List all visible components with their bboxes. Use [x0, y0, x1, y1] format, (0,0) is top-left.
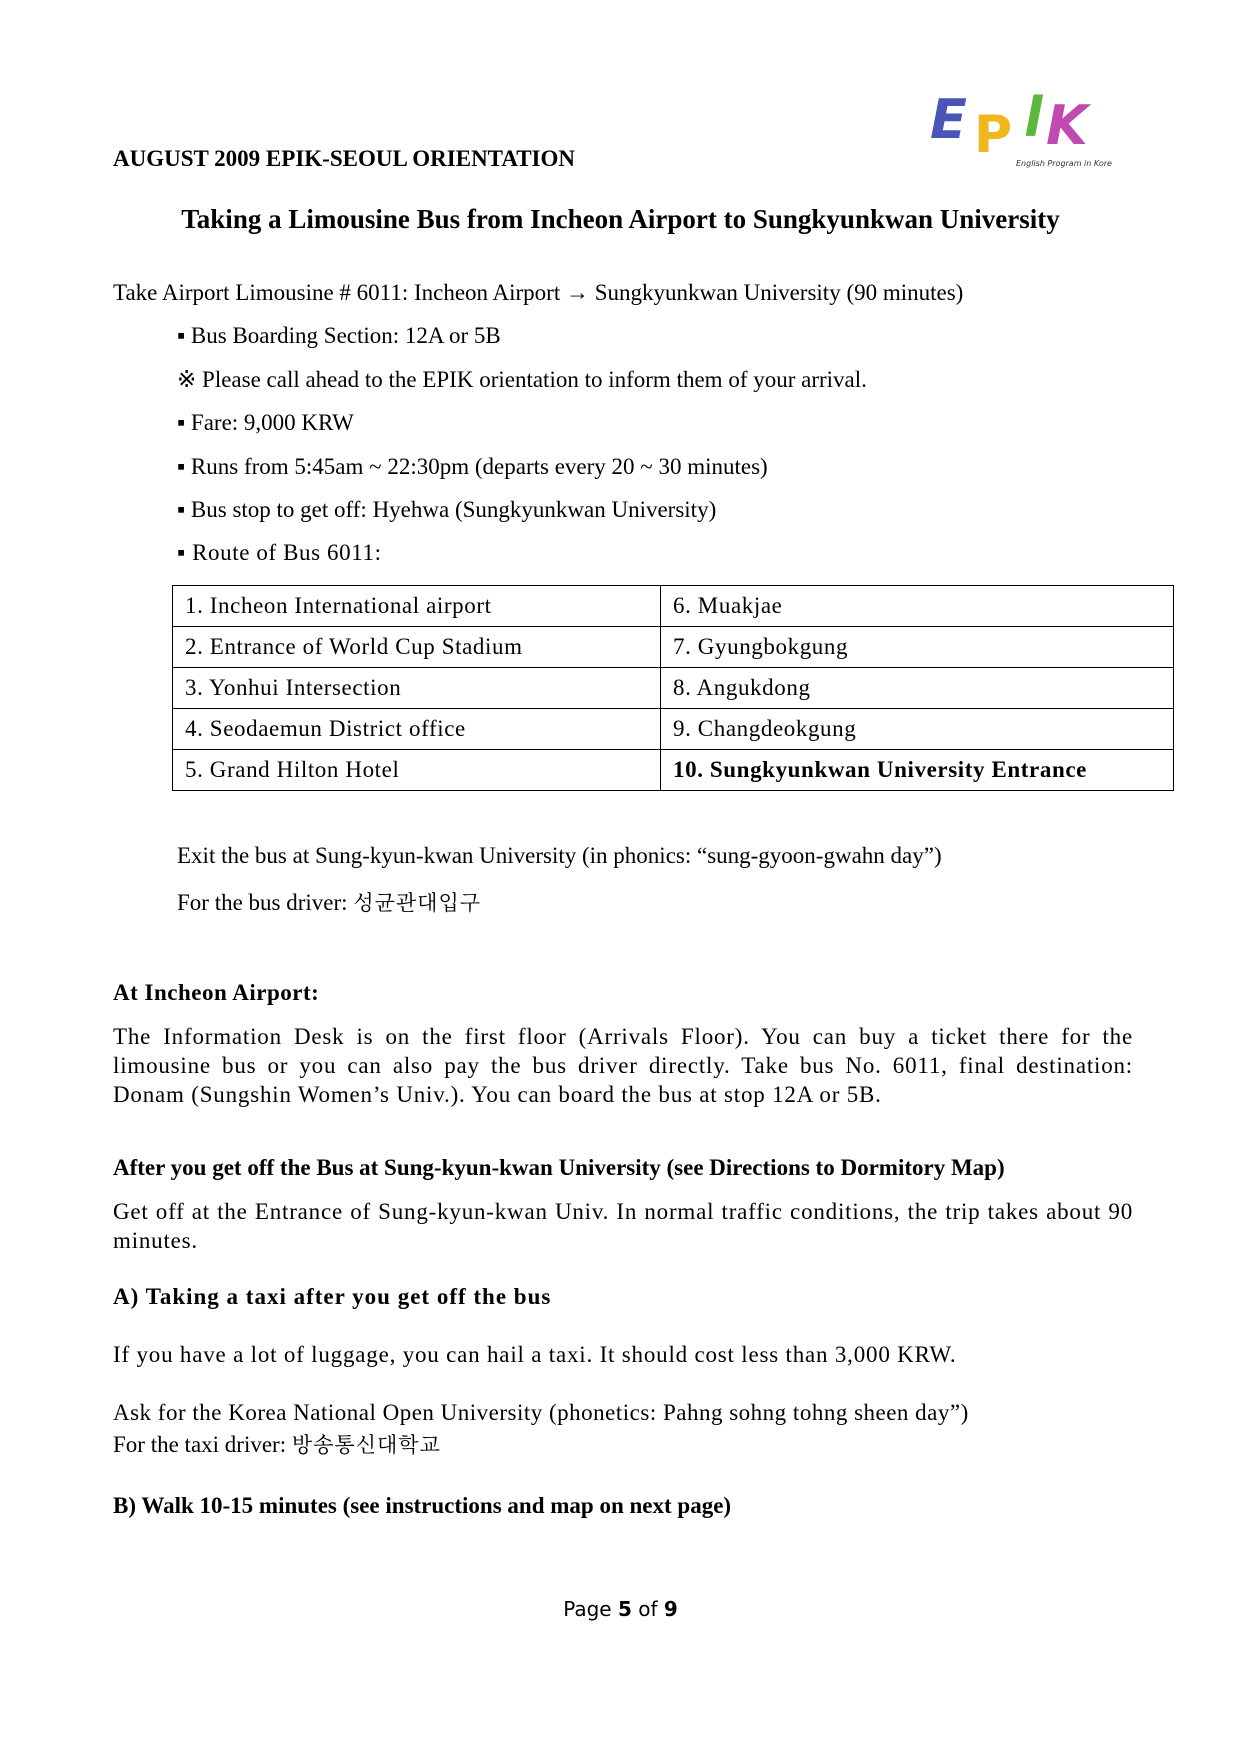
- incheon-paragraph: The Information Desk is on the first floor (Arrivals Floor). You can buy a ticket there for the limousine bus or you can also pay the bus driver directly. Take bus No. 6011, final destination: Donam (Sungshin Women’s Univ.). You can board the bus at stop 12A or 5B.: [113, 1024, 1133, 1107]
- table-row: [173, 668, 1174, 709]
- table-row: [173, 709, 1174, 750]
- page-title: Taking a Limousine Bus from Incheon Airport to Sungkyunkwan University: [181, 204, 1060, 234]
- epik-logo: [928, 88, 1112, 170]
- page-current: 5: [617, 1597, 632, 1621]
- exit-note: Exit the bus at Sung-kyun-kwan University (in phonics: “sung-gyoon-gwahn day”): [177, 843, 942, 868]
- option-b-heading: B) Walk 10-15 minutes (see instructions and map on next page): [113, 1493, 732, 1518]
- bus-driver-korean: 성균관대입구: [353, 891, 482, 915]
- after-heading: After you get off the Bus at Sung-kyun-kwan University (see Directions to Dormitory Map): [113, 1155, 1005, 1180]
- bullet-call-ahead: ※ Please call ahead to the EPIK orientation to inform them of your arrival.: [177, 367, 867, 392]
- route-stop-cell: 7. Gyungbokgung: [661, 627, 1174, 668]
- taxi-driver-korean: 방송통신대학교: [291, 1433, 441, 1457]
- route-stop-cell: 8. Angukdong: [661, 668, 1174, 709]
- bus-driver-line: [177, 887, 481, 917]
- route-stop-cell: 4. Seodaemun District office: [173, 709, 661, 750]
- incheon-heading: At Incheon Airport:: [113, 980, 320, 1005]
- taxi-driver-label: For the taxi driver:: [113, 1432, 287, 1457]
- bus-driver-label: For the bus driver:: [177, 890, 348, 915]
- svg-text:E: E: [930, 88, 967, 151]
- svg-text:l: l: [1024, 88, 1043, 149]
- table-row: [173, 586, 1174, 627]
- option-a-heading: A) Taking a taxi after you get off the bus: [113, 1284, 552, 1309]
- table-row: [173, 627, 1174, 668]
- bullet-fare: ▪ Fare: 9,000 KRW: [177, 410, 354, 435]
- bullet-runs: ▪ Runs from 5:45am ~ 22:30pm (departs every 20 ~ 30 minutes): [177, 454, 768, 479]
- route-stop-cell: 5. Grand Hilton Hotel: [173, 750, 661, 791]
- route-stop-cell: 9. Changdeokgung: [661, 709, 1174, 750]
- taxi-driver-line: [113, 1429, 441, 1459]
- page-word: Page: [563, 1597, 612, 1621]
- route-final-stop-cell: 10. Sungkyunkwan University Entrance: [661, 750, 1174, 791]
- route-stop-cell: 2. Entrance of World Cup Stadium: [173, 627, 661, 668]
- route-stop-cell: 1. Incheon International airport: [173, 586, 661, 627]
- after-paragraph: Get off at the Entrance of Sung-kyun-kwan Univ. In normal traffic conditions, the trip takes about 90 minutes.: [113, 1199, 1133, 1253]
- option-a-ask-for: Ask for the Korea National Open University (phonetics: Pahng sohng tohng sheen day”): [113, 1400, 969, 1425]
- svg-text:K: K: [1046, 94, 1088, 157]
- intro-line: Take Airport Limousine # 6011: Incheon Airport → Sungkyunkwan University (90 minutes): [113, 280, 964, 305]
- route-stop-cell: 6. Muakjae: [661, 586, 1174, 627]
- document-header-title: AUGUST 2009 EPIK-SEOUL ORIENTATION: [113, 146, 576, 171]
- page-number: [0, 1597, 1241, 1621]
- page-total: 9: [663, 1597, 678, 1621]
- bullet-route: ▪ Route of Bus 6011:: [177, 540, 382, 565]
- bullet-bus-stop: ▪ Bus stop to get off: Hyehwa (Sungkyunkwan University): [177, 497, 717, 522]
- route-table: [172, 585, 1174, 791]
- svg-text:P: P: [974, 105, 1013, 165]
- table-row: [173, 750, 1174, 791]
- svg-text:English Program in Korea: English Program in Korea: [1016, 159, 1112, 168]
- bullet-boarding-section: ▪ Bus Boarding Section: 12A or 5B: [177, 323, 501, 348]
- option-a-taxi-cost: If you have a lot of luggage, you can hail a taxi. It should cost less than 3,000 KRW.: [113, 1342, 957, 1367]
- of-word: of: [638, 1597, 658, 1621]
- route-stop-cell: 3. Yonhui Intersection: [173, 668, 661, 709]
- epik-logo-icon: [928, 88, 1112, 170]
